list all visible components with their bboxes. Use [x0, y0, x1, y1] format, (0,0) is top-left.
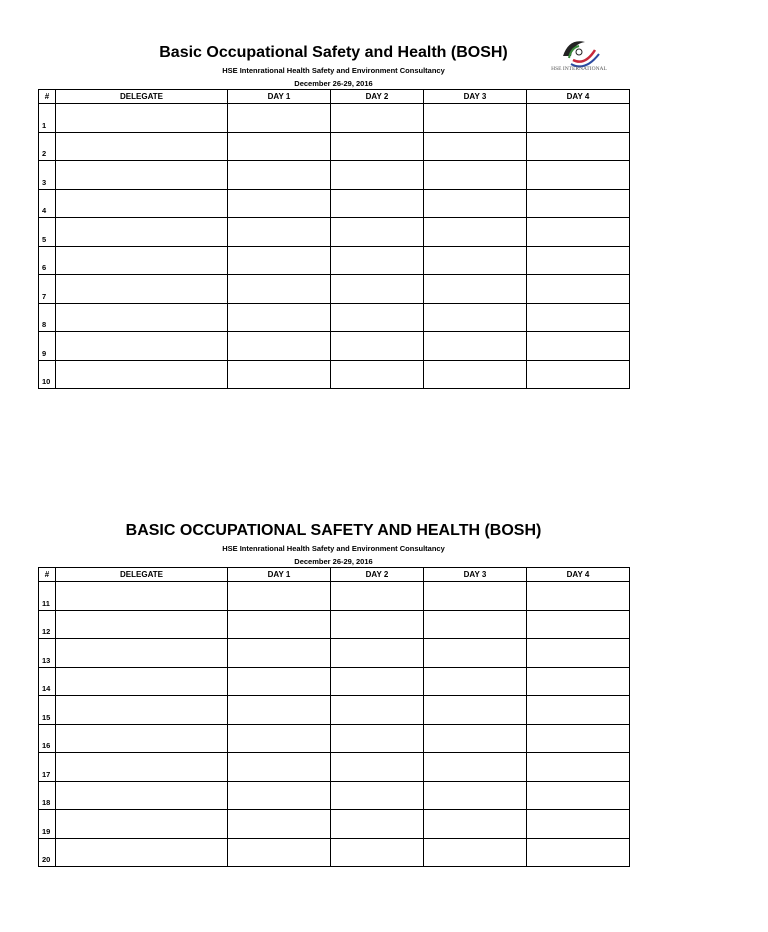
row-number: 14 [39, 667, 56, 696]
sheet-title: BASIC OCCUPATIONAL SAFETY AND HEALTH (BOSH) [125, 522, 542, 539]
attendance-table [38, 89, 630, 389]
day-cell[interactable] [424, 161, 527, 190]
day-cell[interactable] [527, 667, 630, 696]
day-cell[interactable] [424, 218, 527, 247]
table-header-row [39, 568, 630, 582]
day-cell[interactable] [424, 753, 527, 782]
row-number: 5 [39, 218, 56, 247]
day-cell[interactable] [331, 582, 424, 611]
day-cell[interactable] [424, 360, 527, 389]
row-number: 13 [39, 639, 56, 668]
row-number: 19 [39, 810, 56, 839]
table-row [39, 639, 630, 668]
day-cell[interactable] [228, 696, 331, 725]
column-header: DAY 1 [228, 90, 331, 104]
column-header: DELEGATE [56, 90, 228, 104]
day-cell[interactable] [424, 132, 527, 161]
delegate-cell[interactable] [56, 610, 228, 639]
day-cell[interactable] [331, 753, 424, 782]
column-header: # [39, 90, 56, 104]
day-cell[interactable] [331, 161, 424, 190]
day-cell[interactable] [331, 104, 424, 133]
table-row [39, 303, 630, 332]
column-header: DAY 3 [424, 568, 527, 582]
day-cell[interactable] [424, 810, 527, 839]
row-number: 1 [39, 104, 56, 133]
day-cell[interactable] [424, 246, 527, 275]
table-row [39, 189, 630, 218]
day-cell[interactable] [228, 610, 331, 639]
column-header: DAY 4 [527, 568, 630, 582]
column-header: DAY 4 [527, 90, 630, 104]
day-cell[interactable] [228, 218, 331, 247]
delegate-cell[interactable] [56, 132, 228, 161]
delegate-cell[interactable] [56, 332, 228, 361]
day-cell[interactable] [228, 810, 331, 839]
table-row [39, 610, 630, 639]
day-cell[interactable] [424, 696, 527, 725]
day-cell[interactable] [424, 582, 527, 611]
day-cell[interactable] [228, 132, 331, 161]
day-cell[interactable] [527, 582, 630, 611]
day-cell[interactable] [424, 781, 527, 810]
day-cell[interactable] [228, 189, 331, 218]
delegate-cell[interactable] [56, 724, 228, 753]
day-cell[interactable] [228, 753, 331, 782]
day-cell[interactable] [527, 246, 630, 275]
day-cell[interactable] [527, 218, 630, 247]
table-row [39, 667, 630, 696]
row-number: 16 [39, 724, 56, 753]
day-cell[interactable] [331, 303, 424, 332]
delegate-cell[interactable] [56, 104, 228, 133]
delegate-cell[interactable] [56, 161, 228, 190]
day-cell[interactable] [424, 610, 527, 639]
day-cell[interactable] [331, 610, 424, 639]
day-cell[interactable] [331, 838, 424, 867]
column-header: DAY 2 [331, 90, 424, 104]
table-row [39, 582, 630, 611]
row-number: 7 [39, 275, 56, 304]
table-row [39, 360, 630, 389]
delegate-cell[interactable] [56, 781, 228, 810]
day-cell[interactable] [228, 332, 331, 361]
row-number: 11 [39, 582, 56, 611]
table-row [39, 132, 630, 161]
day-cell[interactable] [331, 724, 424, 753]
day-cell[interactable] [331, 275, 424, 304]
sheet-subtitle: HSE Intenrational Health Safety and Environment Consultancy [222, 544, 445, 553]
day-cell[interactable] [228, 246, 331, 275]
table-row [39, 810, 630, 839]
day-cell[interactable] [228, 838, 331, 867]
day-cell[interactable] [331, 639, 424, 668]
day-cell[interactable] [331, 360, 424, 389]
day-cell[interactable] [228, 360, 331, 389]
day-cell[interactable] [228, 639, 331, 668]
day-cell[interactable] [331, 218, 424, 247]
day-cell[interactable] [424, 838, 527, 867]
day-cell[interactable] [424, 104, 527, 133]
day-cell[interactable] [228, 667, 331, 696]
delegate-cell[interactable] [56, 303, 228, 332]
day-cell[interactable] [424, 724, 527, 753]
delegate-cell[interactable] [56, 218, 228, 247]
day-cell[interactable] [424, 639, 527, 668]
delegate-cell[interactable] [56, 838, 228, 867]
day-cell[interactable] [424, 667, 527, 696]
table-row [39, 275, 630, 304]
attendance-table [38, 567, 630, 867]
day-cell[interactable] [527, 332, 630, 361]
table-row [39, 161, 630, 190]
company-logo [549, 36, 609, 76]
day-cell[interactable] [228, 104, 331, 133]
day-cell[interactable] [527, 161, 630, 190]
delegate-cell[interactable] [56, 582, 228, 611]
delegate-cell[interactable] [56, 753, 228, 782]
table-row [39, 724, 630, 753]
day-cell[interactable] [527, 696, 630, 725]
sheet-title: Basic Occupational Safety and Health (BOSH) [159, 44, 508, 61]
delegate-cell[interactable] [56, 696, 228, 725]
column-header: # [39, 568, 56, 582]
row-number: 2 [39, 132, 56, 161]
day-cell[interactable] [527, 132, 630, 161]
day-cell[interactable] [527, 360, 630, 389]
column-header: DAY 2 [331, 568, 424, 582]
day-cell[interactable] [331, 810, 424, 839]
delegate-cell[interactable] [56, 639, 228, 668]
table-row [39, 753, 630, 782]
day-cell[interactable] [527, 275, 630, 304]
day-cell[interactable] [331, 781, 424, 810]
day-cell[interactable] [228, 303, 331, 332]
day-cell[interactable] [527, 639, 630, 668]
table-row [39, 104, 630, 133]
table-row [39, 696, 630, 725]
day-cell[interactable] [228, 161, 331, 190]
day-cell[interactable] [527, 838, 630, 867]
row-number: 10 [39, 360, 56, 389]
day-cell[interactable] [424, 275, 527, 304]
table-row [39, 218, 630, 247]
table-row [39, 332, 630, 361]
day-cell[interactable] [228, 582, 331, 611]
day-cell[interactable] [527, 104, 630, 133]
delegate-cell[interactable] [56, 667, 228, 696]
sheet-date: December 26-29, 2016 [294, 79, 373, 88]
row-number: 18 [39, 781, 56, 810]
day-cell[interactable] [331, 667, 424, 696]
delegate-cell[interactable] [56, 810, 228, 839]
table-row [39, 246, 630, 275]
day-cell[interactable] [331, 332, 424, 361]
day-cell[interactable] [527, 724, 630, 753]
day-cell[interactable] [527, 753, 630, 782]
row-number: 12 [39, 610, 56, 639]
row-number: 4 [39, 189, 56, 218]
row-number: 6 [39, 246, 56, 275]
row-number: 15 [39, 696, 56, 725]
day-cell[interactable] [331, 189, 424, 218]
day-cell[interactable] [331, 696, 424, 725]
delegate-cell[interactable] [56, 189, 228, 218]
column-header: DAY 3 [424, 90, 527, 104]
day-cell[interactable] [424, 303, 527, 332]
day-cell[interactable] [228, 781, 331, 810]
row-number: 3 [39, 161, 56, 190]
sheet-subtitle: HSE Intenrational Health Safety and Environment Consultancy [222, 66, 445, 75]
logo-text: HSE INTERNATIONAL [551, 66, 607, 72]
day-cell[interactable] [228, 275, 331, 304]
delegate-cell[interactable] [56, 246, 228, 275]
day-cell[interactable] [228, 724, 331, 753]
day-cell[interactable] [424, 189, 527, 218]
day-cell[interactable] [527, 610, 630, 639]
day-cell[interactable] [527, 189, 630, 218]
column-header: DAY 1 [228, 568, 331, 582]
sheet-date: December 26-29, 2016 [294, 557, 373, 566]
table-header-row [39, 90, 630, 104]
day-cell[interactable] [331, 132, 424, 161]
day-cell[interactable] [424, 332, 527, 361]
table-row [39, 781, 630, 810]
row-number: 17 [39, 753, 56, 782]
row-number: 9 [39, 332, 56, 361]
delegate-cell[interactable] [56, 360, 228, 389]
row-number: 20 [39, 838, 56, 867]
day-cell[interactable] [331, 246, 424, 275]
day-cell[interactable] [527, 781, 630, 810]
delegate-cell[interactable] [56, 275, 228, 304]
day-cell[interactable] [527, 303, 630, 332]
row-number: 8 [39, 303, 56, 332]
table-row [39, 838, 630, 867]
column-header: DELEGATE [56, 568, 228, 582]
day-cell[interactable] [527, 810, 630, 839]
